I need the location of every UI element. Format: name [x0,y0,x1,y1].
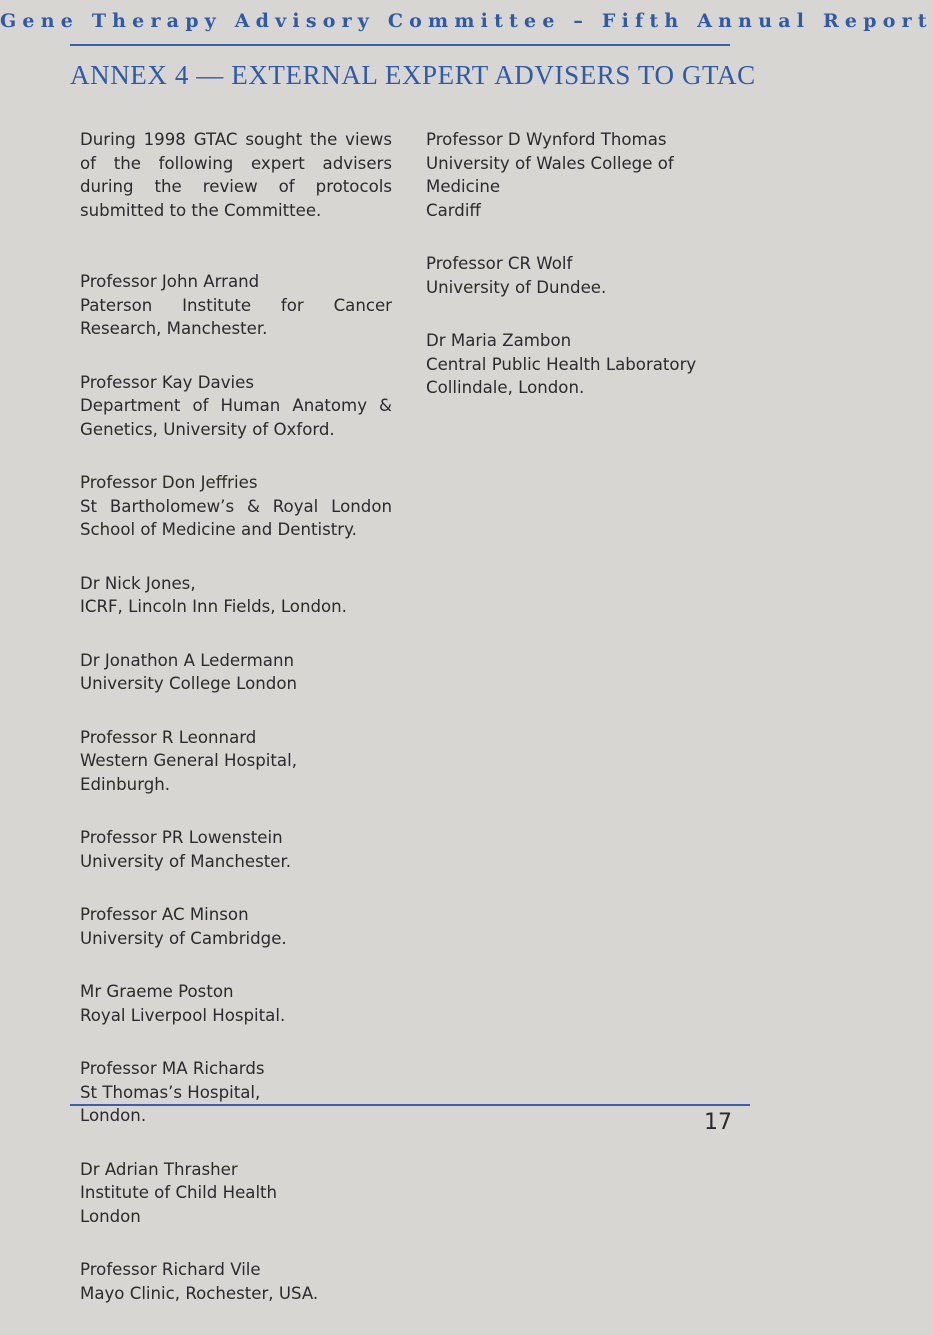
adviser-entry [80,1057,392,1128]
adviser-entry [426,252,716,299]
adviser-name: Professor Kay Davies [80,372,254,392]
intro-paragraph: During 1998 GTAC sought the views of the following expert advisers during the review of protocols submitted to the Committee. [80,130,392,220]
adviser-affiliation-line: University of Wales College of Medicine [426,153,674,196]
adviser-affiliation: University College London [80,674,297,693]
adviser-affiliation-line: London. [80,1106,147,1125]
adviser-affiliation-line: Cardiff [426,200,481,220]
adviser-affiliation-line: Collindale, London. [426,378,585,397]
adviser-name: Mr Graeme Poston [80,982,234,1001]
adviser-entry [426,329,716,400]
adviser-entry [80,471,392,542]
adviser-name: Dr Nick Jones, [80,573,196,593]
adviser-name: Professor Don Jeffries [80,473,258,492]
adviser-name: Dr Adrian Thrasher [80,1159,238,1179]
adviser-entry [80,1258,392,1305]
adviser-entry [80,572,392,619]
page-number: 17 [704,1110,732,1135]
running-header: Gene Therapy Advisory Committee – Fifth Annual Report [0,10,933,32]
adviser-name: Professor D Wynford Thomas [426,130,667,149]
adviser-entry [80,270,392,341]
adviser-affiliation-line: St Thomas’s Hospital, [80,1082,261,1102]
adviser-entry [426,128,716,222]
left-column [80,128,392,1335]
adviser-name: Professor Richard Vile [80,1260,261,1279]
adviser-name: Professor AC Minson [80,905,249,924]
annex-title: ANNEX 4 — EXTERNAL EXPERT ADVISERS TO GTAC [70,60,756,90]
adviser-name: Dr Maria Zambon [426,331,572,350]
adviser-name: Dr Jonathon A Ledermann [80,650,295,670]
adviser-affiliation: Mayo Clinic, Rochester, USA. [80,1283,319,1303]
adviser-affiliation: Western General Hospital, Edinburgh. [80,751,297,794]
adviser-entry [80,371,392,442]
adviser-affiliation-line: London [80,1206,141,1226]
adviser-name: Professor MA Richards [80,1059,265,1078]
adviser-entry [80,649,392,696]
adviser-affiliation: University of Cambridge. [80,928,287,948]
adviser-affiliation-line: Institute of Child Health [80,1183,278,1202]
adviser-entry [80,980,392,1027]
adviser-affiliation: University of Manchester. [80,851,292,871]
adviser-name: Professor CR Wolf [426,254,573,273]
adviser-affiliation: St Bartholomew’s & Royal London School of Medicine and Dentistry. [80,496,392,539]
right-column [426,128,716,430]
adviser-name: Professor John Arrand [80,272,260,291]
adviser-entry [80,903,392,950]
adviser-name: Professor PR Lowenstein [80,828,283,847]
adviser-entry [80,726,392,797]
adviser-entry [80,826,392,873]
adviser-affiliation: University of Dundee. [426,277,607,297]
adviser-affiliation: Paterson Institute for Cancer Research, Manchester. [80,295,392,338]
adviser-affiliation: Royal Liverpool Hospital. [80,1005,286,1025]
adviser-entry [80,1158,392,1229]
adviser-affiliation: Department of Human Anatomy & Genetics, University of Oxford. [80,396,392,439]
adviser-affiliation: ICRF, Lincoln Inn Fields, London. [80,597,347,616]
adviser-affiliation-line: Central Public Health Laboratory [426,354,697,374]
footer-rule [70,1104,750,1106]
adviser-name: Professor R Leonnard [80,727,257,747]
header-rule [70,44,730,46]
